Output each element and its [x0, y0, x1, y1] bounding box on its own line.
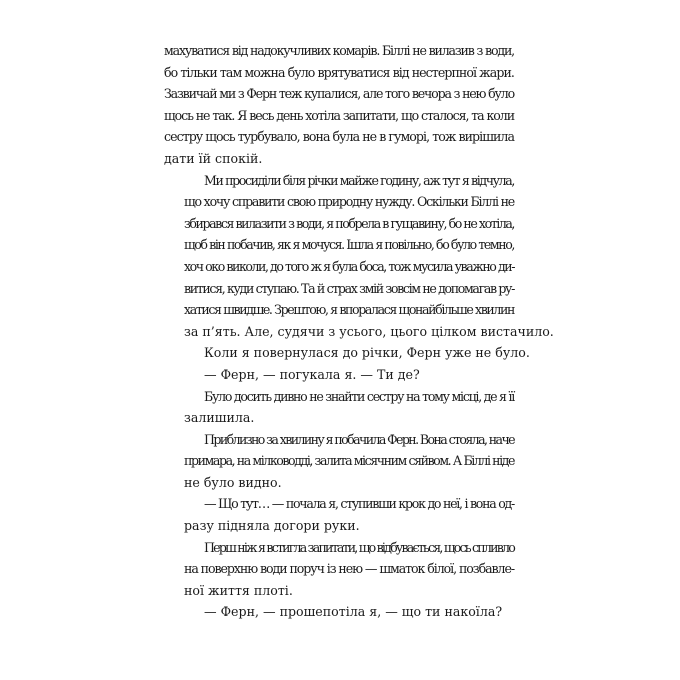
text-line: хоч око виколи, до того ж я була боса, тож мусила уважно ди-	[184, 258, 514, 274]
text-line: примара, на мілководді, залита місячним сяйвом. А Біллі ніде	[184, 453, 514, 469]
paragraph	[164, 537, 514, 602]
paragraph	[164, 364, 514, 386]
body-text	[164, 40, 554, 623]
text-line: — Ферн, — прошепотіла я, — що ти накоїла?	[204, 604, 503, 620]
text-line: на поверхню води поруч із нею — шматок білої, позбавле-	[184, 561, 514, 577]
paragraph	[164, 170, 554, 343]
paragraph	[164, 601, 514, 623]
paragraph	[164, 493, 514, 536]
text-line: бо тільки там можна було врятуватися від нестерпної жари.	[164, 64, 514, 80]
paragraph	[164, 40, 514, 170]
text-line: витися, куди ступаю. Та й страх змій зовсім не допомагав ру-	[184, 280, 514, 296]
text-line: Було досить дивно не знайти сестру на тому місці, де я її	[204, 388, 514, 404]
text-line: щоб він побачив, як я мочуся. Ішла я повільно, бо було темно,	[184, 237, 514, 253]
text-line: дати їй спокій.	[164, 150, 263, 166]
paragraph	[164, 429, 514, 494]
text-line: збирався вилазити з води, я побрела в гущавину, бо не хотіла,	[184, 215, 514, 231]
text-line: — Ферн, — погукала я. — Ти де?	[204, 366, 420, 382]
text-line: сестру щось турбувало, вона була не в гуморі, тож вирішила	[164, 129, 514, 145]
text-line: не було видно.	[184, 474, 282, 490]
text-line: залишила.	[184, 410, 255, 426]
text-line: махуватися від надокучливих комарів. Біллі не вилазив з води,	[164, 43, 514, 58]
text-line: разу підняла догори руки.	[184, 518, 360, 534]
text-line: Зазвичай ми з Ферн теж купалися, але того вечора з нею було	[164, 86, 514, 102]
text-line: — Що тут… — почала я, ступивши крок до неї, і вона од-	[204, 496, 514, 512]
text-line: за п’ять. Але, судячи з усього, цього цілком вистачило.	[184, 323, 554, 339]
text-line: щось не так. Я весь день хотіла запитати, що сталося, та коли	[164, 107, 514, 123]
text-line: ної життя плоті.	[184, 582, 293, 598]
text-line: Перш ніж я встигла запитати, що відбувається, щось спливло	[204, 539, 514, 555]
paragraph	[164, 342, 530, 364]
text-line: Ми просиділи біля річки майже годину, аж тут я відчула,	[204, 172, 514, 188]
text-line: Приблизно за хвилину я побачила Ферн. Вона стояла, наче	[204, 431, 514, 447]
paragraph	[164, 386, 514, 429]
text-line: хатися швидше. Зрештою, я впоралася щонайбільше хвилин	[184, 302, 514, 318]
text-line: Коли я повернулася до річки, Ферн уже не було.	[204, 345, 530, 361]
text-line: що хочу справити свою природну нужду. Оскільки Біллі не	[184, 194, 514, 210]
